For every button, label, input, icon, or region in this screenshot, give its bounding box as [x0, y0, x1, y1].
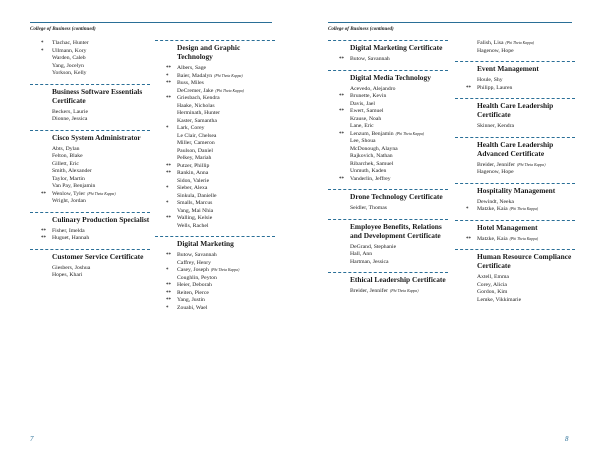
left-column-2 — [155, 40, 275, 318]
section-rule — [30, 212, 150, 213]
graduate-name: Breider, Jennifer — [477, 161, 515, 168]
graduate-name: Kaster, Samantha — [177, 117, 217, 124]
honors-mark: ** — [41, 236, 46, 241]
honor-society-note: (Phi Theta Kappa) — [517, 162, 546, 167]
honors-mark: * — [41, 48, 44, 54]
graduate-name-row — [155, 290, 275, 298]
graduate-name-row — [455, 297, 575, 305]
graduate-name-row — [30, 55, 150, 63]
graduate-name-row — [30, 198, 150, 206]
honors-mark: * — [166, 73, 169, 79]
graduate-name-row — [328, 131, 448, 139]
graduate-name-row — [155, 80, 275, 88]
section-rule — [155, 40, 275, 41]
graduate-name: Huguet, Hannah — [52, 235, 90, 241]
graduate-name-row — [30, 63, 150, 71]
section-heading: Design and Graphic Technology — [177, 43, 241, 61]
graduate-name-row — [455, 123, 575, 131]
section-heading: Digital Marketing — [177, 239, 234, 248]
graduate-name-row — [30, 272, 150, 280]
graduate-name-row — [30, 168, 150, 176]
graduate-name-row — [155, 297, 275, 305]
graduate-name: Ewert, Samuel — [350, 108, 384, 114]
top-rule — [30, 22, 272, 23]
section-heading: Hotel Management — [477, 222, 538, 232]
graduate-name: Vanderlin, Jeffrey — [350, 175, 391, 182]
graduate-name-row — [155, 103, 275, 111]
graduate-name: Van Pay, Benjamin — [52, 183, 96, 189]
section — [328, 219, 448, 267]
honors-mark: ** — [339, 176, 344, 182]
honor-society-note: (Phi Theta Kappa) — [509, 207, 539, 211]
graduate-name: Gordon, Kim — [477, 289, 508, 295]
section-rule — [328, 40, 448, 41]
graduate-name: Lenzum, Benjamin — [350, 130, 394, 137]
graduate-name-row — [328, 116, 448, 124]
graduate-name: Rankin, Anna — [177, 170, 209, 176]
graduate-name: Philipp, Lauren — [477, 84, 513, 91]
graduate-name: Butow, Savannah — [177, 252, 217, 258]
section-rule — [455, 183, 575, 184]
graduate-name: Casey, Joseph — [177, 267, 209, 273]
graduate-name-row — [155, 118, 275, 126]
graduate-name: Wenlow, Tyler — [52, 190, 86, 197]
graduate-name-row — [30, 116, 150, 124]
graduate-name: Breider, Jennifer — [350, 288, 388, 294]
graduate-name-row — [455, 162, 575, 170]
honors-mark: ** — [466, 236, 471, 242]
graduate-name: Smith, Alexander — [52, 168, 92, 174]
graduate-name-row — [328, 161, 448, 169]
honor-society-note: (Phi Theta Kappa) — [214, 73, 243, 78]
graduate-name-row — [30, 235, 150, 243]
graduate-name: Paulson, Daniel — [177, 147, 214, 154]
graduate-name: Warden, Caleb — [52, 55, 86, 61]
graduate-name: Giesbers, Joshua — [52, 264, 91, 271]
honor-society-note: (Phi Theta Kappa) — [210, 268, 240, 272]
graduate-name: Smalls, Marcus — [177, 200, 213, 206]
honors-mark: * — [166, 186, 169, 191]
graduate-name: Krause, Noah — [350, 115, 382, 122]
section-rule — [328, 189, 448, 190]
graduate-name-row — [155, 95, 275, 103]
honor-society-note: (Phi Theta Kappa) — [390, 289, 419, 293]
section-rule — [30, 130, 150, 131]
section — [328, 189, 448, 213]
section-rule — [30, 84, 150, 85]
section — [155, 40, 275, 230]
section-rule — [455, 137, 575, 138]
section — [30, 249, 150, 280]
graduate-name-row — [328, 108, 448, 116]
graduate-name: Butow, Savannah — [350, 56, 390, 62]
section-rule — [455, 220, 575, 221]
section — [455, 249, 575, 304]
honors-mark: * — [41, 41, 44, 46]
honors-mark: ** — [166, 216, 171, 221]
section-rule — [455, 98, 575, 99]
section — [30, 40, 150, 78]
graduate-name: Matzke, Kaia — [477, 206, 508, 212]
honor-society-note: (Phi Theta Kappa) — [215, 88, 244, 93]
section-heading: Digital Marketing Certificate — [350, 43, 443, 52]
graduate-name: Yang, Jocelyn — [52, 62, 84, 69]
graduate-name-row — [328, 244, 448, 252]
top-rule — [328, 22, 572, 23]
graduate-name: Skinner, Kendra — [477, 123, 515, 129]
graduate-name-row — [328, 138, 448, 146]
honors-mark: ** — [339, 109, 344, 114]
graduate-name-row — [155, 200, 275, 208]
section — [328, 70, 448, 184]
right-column-2 — [455, 40, 575, 310]
section-heading: Ethical Leadership Certificate — [350, 275, 446, 284]
graduate-name-row — [328, 168, 448, 176]
graduate-name-row — [328, 153, 448, 161]
graduate-name: Seidler, Thomas — [350, 205, 387, 211]
graduate-name: Putzer, Phillip — [177, 162, 210, 169]
graduate-name: Haake, Nicholas — [177, 102, 215, 109]
section-heading: Business Software Essentials Certificate — [52, 86, 143, 105]
right-column-1 — [328, 40, 448, 302]
graduate-name: Lee, Shoua — [350, 138, 376, 144]
section-rule — [328, 272, 448, 273]
section-rule — [155, 236, 275, 237]
graduate-name: DeCremer, Jake — [177, 87, 214, 94]
graduate-name: Lemke, Vikkimarie — [477, 296, 522, 303]
graduate-name-row — [455, 274, 575, 282]
honors-mark: ** — [41, 191, 46, 197]
section — [155, 236, 275, 312]
honors-mark: * — [166, 268, 169, 273]
graduate-name-row — [455, 206, 575, 214]
graduate-name-row — [155, 73, 275, 81]
graduate-name-row — [30, 109, 150, 117]
graduate-name: Fisher, Imelda — [52, 227, 85, 234]
graduate-name: Albers, Sage — [177, 65, 207, 71]
graduate-name: Abts, Dylan — [52, 145, 80, 152]
graduate-name: Houle, Shy — [477, 77, 503, 83]
graduate-name-row — [30, 70, 150, 78]
graduate-name: Yang, Justin — [177, 297, 205, 303]
section-heading: Culinary Production Specialist — [52, 214, 150, 224]
honors-mark: ** — [166, 298, 171, 303]
honors-mark: ** — [166, 290, 171, 296]
graduate-name: Brunette, Kevin — [350, 93, 387, 99]
running-head: College of Business (continued) — [30, 27, 96, 32]
graduate-name: Beckers, Laurie — [52, 108, 89, 115]
section-rule — [455, 61, 575, 62]
graduate-name: Unmuth, Kaden — [350, 168, 387, 174]
graduate-name: Sieber, Alexa — [177, 185, 208, 191]
page-number-left: 7 — [30, 435, 34, 443]
graduate-name: Baier, Madalyn — [177, 72, 213, 79]
graduate-name-row — [155, 88, 275, 96]
graduate-name-row — [328, 176, 448, 184]
section-heading: Event Management — [477, 64, 539, 73]
graduate-name-row — [455, 85, 575, 93]
graduate-name-row — [30, 146, 150, 154]
graduate-name-row — [30, 176, 150, 184]
graduate-name-row — [455, 289, 575, 297]
graduate-name-row — [155, 215, 275, 223]
graduate-name-row — [455, 48, 575, 56]
graduate-name-row — [155, 155, 275, 163]
section — [30, 212, 150, 243]
graduate-name: Corey, Alicia — [477, 281, 507, 288]
honors-mark: ** — [166, 163, 171, 169]
graduate-name-row — [328, 86, 448, 94]
honors-mark: ** — [339, 57, 344, 62]
graduate-name: Zouabi, Wael — [177, 304, 208, 311]
graduate-name-row — [155, 140, 275, 148]
graduate-name: Acevedo, Alejandro — [350, 85, 396, 92]
graduate-name: Hopes, Khari — [52, 272, 83, 278]
graduate-name: Le Clair, Chelsea — [177, 132, 217, 139]
graduate-name-row — [155, 260, 275, 268]
section-heading: Customer Service Certificate — [52, 251, 144, 261]
graduate-name: Ullmann, Kory — [52, 47, 87, 54]
graduate-name-row — [328, 123, 448, 131]
graduate-name: Falish, Lisa — [477, 40, 504, 46]
graduate-name-row — [455, 40, 575, 48]
graduate-name: Yorkson, Kelly — [52, 70, 87, 76]
graduate-name: Gillett, Eric — [52, 160, 79, 167]
section-heading: Digital Media Technology — [350, 72, 431, 82]
graduate-name: Hall, Ann — [350, 251, 373, 257]
graduate-name-row — [155, 125, 275, 133]
section-heading: Employee Benefits, Relations and Development Certificate — [350, 221, 442, 240]
graduate-name-row — [455, 77, 575, 85]
honors-mark: ** — [166, 253, 171, 258]
graduate-name: Dewindt, Neeka — [477, 198, 514, 205]
graduate-name-row — [455, 169, 575, 177]
graduate-name-row — [155, 275, 275, 283]
graduate-name-row — [155, 133, 275, 141]
graduate-name-row — [455, 199, 575, 207]
graduate-name: Sidon, Valerie — [177, 177, 210, 184]
graduate-name: Ribarchek, Samuel — [350, 160, 394, 167]
graduate-name: Wells, Rachel — [177, 222, 209, 229]
graduate-name: Tlachac, Hunter — [52, 40, 89, 46]
graduate-name-row — [328, 56, 448, 64]
graduate-name: Miller, Cameron — [177, 140, 215, 146]
graduate-name: Hagenow, Hope — [477, 169, 514, 175]
graduate-name-row — [155, 185, 275, 193]
section-heading: Health Care Leadership Advanced Certificate — [477, 139, 554, 158]
graduate-name: Hartman, Jessica — [350, 258, 389, 265]
graduate-name: Dionne, Jessica — [52, 116, 88, 122]
graduate-name-row — [155, 148, 275, 156]
section — [455, 40, 575, 55]
honors-mark: * — [166, 201, 169, 206]
honors-mark: * — [466, 207, 469, 212]
graduate-name: DeGrand, Stephanie — [350, 243, 397, 250]
honors-mark: ** — [41, 228, 46, 234]
graduate-name: Taylor, Martin — [52, 175, 85, 182]
graduate-name-row — [155, 252, 275, 260]
graduate-name-row — [328, 146, 448, 154]
graduate-name-row — [30, 191, 150, 199]
graduate-name: Buss, Miles — [177, 80, 204, 86]
honors-mark: ** — [339, 131, 344, 137]
graduate-name-row — [155, 305, 275, 313]
honor-society-note: (Phi Theta Kappa) — [87, 191, 116, 196]
graduate-name: Vang, Mai Nhia — [177, 207, 214, 214]
graduate-name-row — [155, 223, 275, 231]
page-number-right: 8 — [565, 435, 569, 443]
graduate-name-row — [30, 265, 150, 273]
graduate-name-row — [155, 170, 275, 178]
graduate-name-row — [30, 48, 150, 56]
graduate-name-row — [328, 205, 448, 213]
section-rule — [328, 70, 448, 71]
honors-mark: ** — [166, 283, 171, 288]
graduate-name: Axtell, Emma — [477, 274, 509, 280]
graduate-name: Felton, Blake — [52, 153, 83, 159]
right-page — [300, 0, 600, 463]
graduate-name: Walling, Kelsie — [177, 215, 213, 221]
graduate-name: Wright, Jordan — [52, 198, 86, 204]
honors-mark: ** — [166, 171, 171, 176]
section — [328, 40, 448, 64]
graduate-name-row — [328, 288, 448, 296]
left-column-1 — [30, 40, 150, 286]
honors-mark: ** — [166, 66, 171, 71]
graduate-name: Reiten, Pierce — [177, 289, 209, 296]
graduate-name: Lane, Eric — [350, 123, 374, 129]
graduate-name: McDonough, Alayna — [350, 145, 398, 152]
section — [455, 98, 575, 131]
section — [455, 61, 575, 92]
graduate-name-row — [30, 40, 150, 48]
graduate-name-row — [155, 267, 275, 275]
graduate-name: Caffrey, Henry — [177, 259, 211, 266]
honor-society-note: (Phi Theta Kappa) — [509, 236, 539, 241]
graduate-name: Pelkey, Mariah — [177, 155, 212, 161]
graduate-name-row — [155, 110, 275, 118]
graduate-name: Lark, Corey — [177, 125, 205, 131]
honor-society-note: (Phi Theta Kappa) — [395, 131, 425, 136]
running-head: College of Business (continued) — [328, 27, 394, 32]
section-heading: Hospitality Management — [477, 185, 556, 195]
graduate-name-row — [155, 65, 275, 73]
graduate-name-row — [328, 93, 448, 101]
section-heading: Drone Technology Certificate — [350, 192, 443, 201]
honors-mark: ** — [166, 96, 171, 101]
graduate-name: Davis, Jael — [350, 100, 375, 107]
section — [455, 137, 575, 177]
graduate-name-row — [30, 153, 150, 161]
graduate-name: Matzke, Kaia — [477, 235, 508, 242]
graduate-name-row — [30, 228, 150, 236]
graduate-name-row — [30, 161, 150, 169]
graduate-name: Heier, Deborah — [177, 282, 212, 288]
section-rule — [328, 219, 448, 220]
graduate-name-row — [155, 193, 275, 201]
graduate-name: Sinkula, Danielle — [177, 192, 217, 199]
section-rule — [30, 249, 150, 250]
graduate-name: Coughlin, Peyton — [177, 274, 217, 281]
section-heading: Human Resource Compliance Certificate — [477, 252, 572, 270]
graduate-name-row — [328, 101, 448, 109]
section — [455, 183, 575, 214]
graduate-name-row — [155, 282, 275, 290]
graduate-name: Hagenow, Hope — [477, 47, 514, 54]
honors-mark: ** — [166, 81, 171, 86]
graduate-name-row — [455, 282, 575, 290]
graduate-name-row — [455, 236, 575, 244]
honors-mark: * — [166, 126, 169, 131]
graduate-name-row — [155, 163, 275, 171]
section-rule — [455, 249, 575, 250]
honors-mark: * — [166, 305, 169, 311]
honors-mark: ** — [339, 94, 344, 99]
section-heading: Cisco System Administrator — [52, 132, 141, 142]
graduate-name: Rajkovich, Nathan — [350, 153, 393, 159]
graduate-name-row — [328, 251, 448, 259]
section — [455, 220, 575, 244]
honors-mark: ** — [466, 85, 471, 91]
section-heading: Health Care Leadership Certificate — [477, 101, 554, 119]
graduate-name-row — [328, 259, 448, 267]
graduate-name: Herminath, Hunter — [177, 110, 220, 116]
honor-society-note: (Phi Theta Kappa) — [505, 41, 535, 45]
section — [328, 272, 448, 296]
graduate-name-row — [155, 178, 275, 186]
graduate-name-row — [30, 183, 150, 191]
section — [30, 84, 150, 124]
graduate-name-row — [155, 208, 275, 216]
graduate-name: Griesbach, Kendra — [177, 95, 220, 101]
section — [30, 130, 150, 206]
